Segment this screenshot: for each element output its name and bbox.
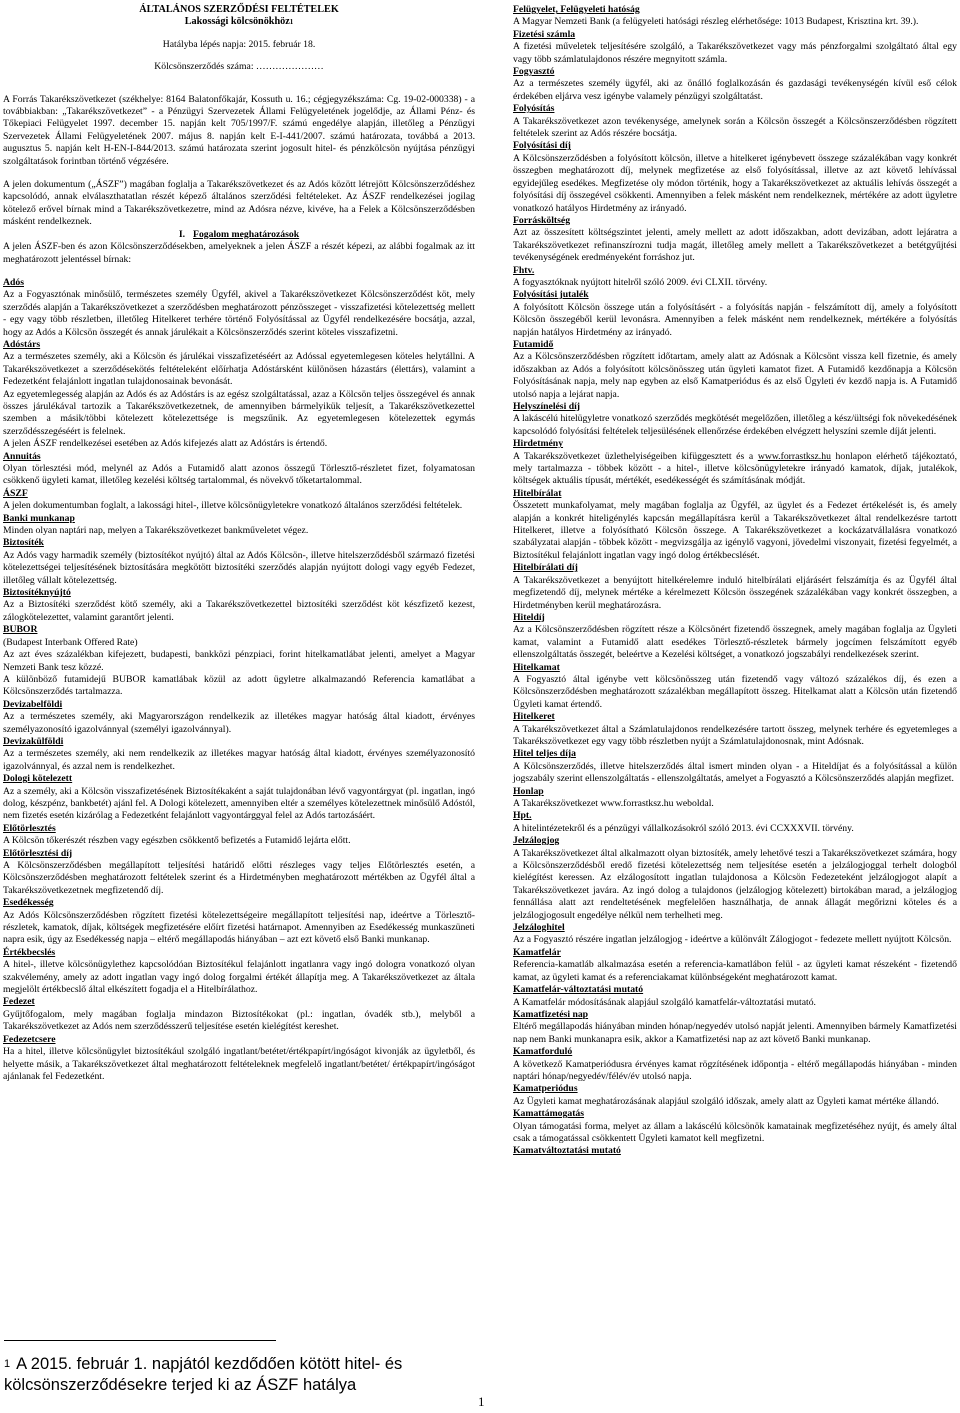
definition-text: Az egyetemlegesség alapján az Adós és az Adóstárs is az egész szolgáltatással, azaz a Kölcsön teljes összegével és annak összes járulékával tartozik a Takarékszövetkezetnek, de amennyiben bármelyikük teljesít, a Takarékszövetkezettel szemben a másik/többi kötelezett kötelezettsége is megszűnik. Az egyetemlegesen kötelezettek egymás szerződésszegéséért is felelnek. xyxy=(3,388,475,437)
definition-text: Az a személy, aki a Kölcsön visszafizetésének Biztosítékaként a saját tulajdonában lévő vagyontárgyat (pl. ingatlan, ingó dolog, készpénz, bankbetét) ajánl fel. A Dologi kötelezett, amennyiben eltér a személyes kötelezettnek minősülő Adóstól, nem fizetés esetén kizárólag a Fedezetként felajánlott vagyontárggyal felel az Adós tartozásáért. xyxy=(3,785,475,822)
definition-text: Az Adós Kölcsönszerződésben rögzített fizetési kötelezettségeire megállapított teljesítési nap, ideértve a Törlesztő-részletek, kamatok, díjak, költségek megfizetésére előírt fizetési határnapot. Amennyiben az Esedékesség munkaszüneti napra esik, úgy az Esedékesség napja – eltérő megállapodás hiányában – azt ezt követő első Banki munkanap. xyxy=(3,909,475,946)
definition-term: Fedezetcsere xyxy=(3,1033,56,1045)
definition-text: Az a természetes személy ügyfél, aki az önálló foglalkozásán és gazdasági tevékenységén kívül eső célok érdekében eljárva vesz igénybe valamely pénzügyi szolgáltatást. xyxy=(513,78,957,102)
definition-term: Hiteldíj xyxy=(513,611,545,623)
definition-text: Azt az összesített költségszintet jelenti, amely mellett az adott időszakban, adott devizában, adott lejáratra a Takarékszövetkezet refinanszírozni tudja magát, illetőleg amely mellett a Takarékszövetkezet a betétgyűjtési tevékenységének eredményeként forráshoz jut. xyxy=(513,227,957,264)
left-column xyxy=(3,4,475,1083)
definition-text: Az a természetes személy, aki nem rendelkezik az illetékes magyar hatóság által kiadott, érvényes személyazonosító igazolvánnyal, és azzal nem is rendelkezhet. xyxy=(3,748,475,772)
definition-text: Referencia-kamatláb alkalmazása esetén a referencia-kamatlábon felül - az ügyleti kamat részeként - fizetendő kamat, az ügyleti kamat és a referenciakamat különbségeként meghatározott kamat. xyxy=(513,959,957,983)
definition-text: Olyan törlesztési mód, melynél az Adós a Futamidő alatt azonos összegű Törlesztő-részletet fizet, folyamatosan csökkenő ügyleti kamat, illetőleg kezelési költség tartalommal, és növekvő tőketartalommal. xyxy=(3,463,475,487)
definition-text: Az a Kölcsönszerződésben rögzített időtartam, amely alatt az Adósnak a Kölcsönt vissza kell fizetnie, és amely időszakban az Adós a folyósított kölcsönösszeg után ügyleti kamatot fizet. A Futamidő kezdőnapja a Kölcsön Folyósításának napja, mely nap egyben az első Kamatperiódus és az első Ügyleti év kezdő napja is. A Futamidő utolsó napja a lejárat napja. xyxy=(513,351,957,400)
definition-item xyxy=(513,401,957,438)
definition-text: A Kölcsönszerződésben a folyósított kölcsön, illetve a hitelkeret igénybevett összege százalékában vagy konkrét összegben meghatározott díj, melynek megfizetése az első folyósítással, illetve az azt követő lehívással egyidejűleg esedékes. Megfizetése oly módon történik, hogy a Takarékszövetkezet az aktuális lehívás összegét a folyósítási díj összegével csökkenti. Amennyiben a felek másként nem rendelkeznek, mértékére az adott ügyletre vonatkozó hatályos Hirdetmény az irányadó. xyxy=(513,152,957,214)
right-column xyxy=(513,4,957,1158)
definition-item xyxy=(3,897,475,947)
definition-term: Kamatfizetési nap xyxy=(513,1008,589,1020)
definition-item xyxy=(3,624,475,698)
definition-term: Hitelkeret xyxy=(513,711,555,723)
definition-term: Fedezet xyxy=(3,996,35,1008)
definition-term: Dologi kötelezett xyxy=(3,773,73,785)
definition-item xyxy=(513,922,957,947)
definition-item xyxy=(513,810,957,835)
definition-text: A folyósított Kölcsön összege után a folyósításért - a folyósítás napján - felszámított díj, amely a folyósított Kölcsön összegéből kerül levonásra. Amennyiben a felek másként nem rendelkeznek, mértékére a folyósítás napján hatályos Hirdetmény az irányadó. xyxy=(513,301,957,338)
definition-item xyxy=(513,984,957,1009)
definition-term: Annuitás xyxy=(3,450,41,462)
footnote-divider xyxy=(4,1340,276,1341)
definition-item xyxy=(3,339,475,451)
footnote-number: 1 xyxy=(4,1358,11,1370)
definition-item xyxy=(513,1046,957,1083)
definition-item xyxy=(513,562,957,612)
definition-text: A Kölcsönszerződésben megállapított teljesítési határidő előtti részleges vagy teljes Előtörlesztés esetén, a Kölcsönszerződésben meghatározott feltételek szerint és a Hirdetményben meghatározott mértékben az Ügyfél által a Takarékszövetkezetnek megfizetendő díj. xyxy=(3,860,475,896)
definition-item xyxy=(3,947,475,997)
definition-text: A lakáscélú hitelügyletre vonatkozó szerződés megkötését megelőzően, illetőleg a kész/ültségi fok növekedésének kapcsolódó folyósítási feltételek teljesülésének ellenőrzése érdekében elvégzett helyszíni szemle díját jelenti. xyxy=(513,413,957,437)
definition-item xyxy=(513,947,957,984)
footnote xyxy=(4,1354,474,1396)
definition-item xyxy=(513,786,957,811)
definition-item xyxy=(513,29,957,66)
definition-term: Jelzálogjog xyxy=(513,835,560,847)
definition-item xyxy=(513,265,957,290)
document-title: ÁLTALÁNOS SZERZŐDÉSI FELTÉTELEK xyxy=(139,4,339,15)
contract-number: Kölcsönszerződés száma: ………………… xyxy=(154,61,324,73)
definition-item xyxy=(513,438,957,488)
definition-text: Minden olyan naptári nap, melyen a Takarékszövetkezet bankműveletet végez. xyxy=(3,525,309,537)
definition-term: Kamatfelár-változtatási mutató xyxy=(513,984,644,996)
definition-item xyxy=(513,1083,957,1108)
definition-term: Hitelbírálati díj xyxy=(513,562,578,574)
definition-term: Hitelkamat xyxy=(513,661,560,673)
definition-text: Összetett munkafolyamat, mely magában foglalja az Ügyfél, az ügylet és a Fedezet értékelését is, és amely alapján a konkrét hiteligénylés kapcsán megállapításra kerül a Takarékszövetkezet által rendelkezésre tartott Hitelkeret, illetve a folyósítható Kölcsön összege. A Takarékszövetkezet a kockázatvállalásra vonatkozó szabályzatai alapján - többek között - megvizsgálja az igénylő vagyoni, jövedelmi viszonyait, fizetési fegyelmét, a Biztosítékul felajánlott ingatlan vagy ingó dolog értékbecslését. xyxy=(513,500,957,561)
definition-term: Adós xyxy=(3,276,24,288)
definition-term: Biztosítéknyújtó xyxy=(3,587,71,599)
definition-text: A jelen ÁSZF rendelkezései esetében az Adós kifejezés alatt az Adóstárs is értendő. xyxy=(3,438,328,450)
definition-text: A Fogyasztó által igénybe vett kölcsönösszeg után fizetendő vagy változó százalékos díj, és ezen a Kölcsönszerződésben meghatározott százalékban megállapított összeg. Hitelkamat alatt a Kölcsön után fizetendő Ügyleti kamat értendő. xyxy=(513,673,957,710)
definition-term: Devizakülföldi xyxy=(3,735,64,747)
definition-term: Folyósítás xyxy=(513,103,555,115)
definition-text: Az Adós vagy harmadik személy (biztosítékot nyújtó) által az Adós Kölcsön-, illetve hitelszerződésből származó fizetési kötelezettségei teljesítésének biztosítására megkötött biztosítéki szerződés alapján nyújtott dologi vagy egyéb Fedezet, illetőleg vállalt kötelezettség. xyxy=(3,549,475,586)
definition-text: Az a Kölcsönszerződésben rögzített része a Kölcsönért fizetendő összegnek, amely magában foglalja az Ügyleti kamat, valamint a Futamidő alatt esedékes Törlesztő-részletek bármely jogcímen felszámított egyéb ellenszolgáltatás összegét, beleértve a Kezelési költséget, a vonatkozó jogszabályi rendelkezések szerint. xyxy=(513,624,957,661)
definition-text: Az a Fogyasztónak minősülő, természetes személy Ügyfél, akivel a Takarékszövetkezet Kölcsönszerződést köt, mely szerződés alapján a Takarékszövetkezet a szerződésben meghatározott pénzösszeget - visszafizetési kötelezettség mellett - egy vagy több részletben, illetőleg Hitelkeret terhére történő Folyósítással az Ügyfél rendelkezésére bocsátja, azzal, hogy az Adós a Kölcsön összegét és annak járulékait a Kölcsönszerződés szerint köteles visszafizetni. xyxy=(3,289,475,338)
definition-term: Futamidő xyxy=(513,338,554,350)
definition-term: Előtörlesztési díj xyxy=(3,847,73,859)
definitions-list-left xyxy=(3,277,475,1083)
definition-item xyxy=(513,215,957,265)
definition-term: Hitel teljes díja xyxy=(513,748,576,760)
definition-item xyxy=(3,587,475,624)
definition-term: Jelzáloghitel xyxy=(513,922,565,934)
definition-item xyxy=(513,488,957,562)
definition-item xyxy=(513,711,957,748)
definition-term: Devizabelföldi xyxy=(3,698,63,710)
definition-term: Honlap xyxy=(513,785,544,797)
definition-text: A különböző futamidejű BUBOR kamatlábak közül az adott ügyletre alkalmazandó Referencia kamatlábat a Kölcsönszerződés tartalmazza. xyxy=(3,673,475,698)
definition-text: A hitel-, illetve kölcsönügylethez kapcsolódóan Biztosítékul felajánlott ingatlanra vagy ingó dologra vonatkozó olyan szakvélemény, amely az adott ingatlan vagy ingó dolog forgalmi értékét állapítja meg. A Takarékszövetkezet az általa megjelölt értékbecslő által elkészített fogadja el a Hitelbírálathoz. xyxy=(3,959,475,996)
definition-item xyxy=(3,848,475,898)
definition-item xyxy=(3,537,475,587)
definition-term: Folyósítási jutalék xyxy=(513,289,589,301)
definition-term: Kamatváltoztatási mutató xyxy=(513,1145,621,1157)
definition-item xyxy=(513,66,957,103)
definition-term: Hirdetmény xyxy=(513,438,564,450)
definition-text: Az a Fogyasztó részére ingatlan jelzálogjog - ideértve a különvált Zálogjogot - fedezete mellett nyújtott Kölcsön. xyxy=(513,934,952,946)
definition-item xyxy=(3,773,475,823)
definition-text: Olyan támogatási forma, melyet az állam a lakáscélú kölcsönök kamatainak megfizetéséhez nyújt, és amely által csak a támogatással csökkentett Ügyleti kamatot kell megfizetni. xyxy=(513,1120,957,1144)
section-title: Fogalom meghatározások xyxy=(193,228,300,240)
definition-text: Az a Biztosítéki szerződést kötő személy, aki a Takarékszövetkezettel biztosítéki szerződést köt készfizető kezest, zálogkötelezettet, valamint garantőrt jelenti. xyxy=(3,599,475,623)
definition-term: Forrásköltség xyxy=(513,214,571,226)
definition-item xyxy=(513,748,957,785)
footnote-ref: 1 xyxy=(289,18,294,27)
definition-term: Kamatfelár xyxy=(513,946,561,958)
definition-item xyxy=(513,1108,957,1145)
definition-item xyxy=(3,699,475,736)
definition-term: Biztosíték xyxy=(3,537,44,549)
definition-item xyxy=(513,1009,957,1046)
definition-text: Az Ügyleti kamat meghatározásának alapjául szolgáló időszak, amely alatt az Ügyleti kamat mértéke állandó. xyxy=(513,1095,939,1107)
definition-text: A Takarékszövetkezet által alkalmazott olyan biztosíték, amely lehetővé teszi a Takarékszövetkezet számára, hogy a Kölcsönszerződésből eredő fizetési kötelezettség nem teljesítése esetén a jelzálogjoggal terhelt dologból kielégítést keressen. Az elzálogosított ingatlan tulajdonosa a Kölcsön Fedezeteként jelzálogjogot alapít a Takarékszövetkezet javára. Az ingó dolog a tulajdonos (jelzálogjog kötelezett) birtokában marad, a jelzálogjog fennállása alatt azt rendeltetésének megfelelően használhatja, de annak állagát megőrizni köteles és a jelzálogjogosult engedélye nélkül nem terhelheti meg. xyxy=(513,847,957,921)
definition-term: Hpt. xyxy=(513,810,532,822)
definition-text: A Takarékszövetkezet a benyújtott hitelkérelemre induló hitelbírálati eljárásért felszámítja és az Ügyfél által megfizetendő díj, melynek mértéke a kérelmezett Kölcsön összegének százalékában vagy konkrét összegben, a Hirdetményben kerül meghatározásra. xyxy=(513,574,957,611)
effective-date: Hatályba lépés napja: 2015. február 18. xyxy=(162,38,316,50)
definition-text: A Takarékszövetkezet által a Számlatulajdonos rendelkezésére tartott összeg, melynek terhére és egyetemleges a Takarékszövetkezet egy vagy több részletben nyújt a Számlatulajdonosnak, mint Adósnak. xyxy=(513,723,957,747)
definition-text: Eltérő megállapodás hiányában minden hónap/negyedév utolsó napját jelenti. Amennyiben bármely Kamatfizetési nap nem Banki munkanapra esik, akkor a Kamatfizetési nap az azt követő Banki munkanap. xyxy=(513,1021,957,1045)
definition-text: Gyűjtőfogalom, mely magában foglalja mindazon Biztosítékokat (pl.: ingatlan, óvadék stb.), melyből a Takarékszövetkezet az Adós nem szerződésszerű teljesítése esetén kielégítést kereshet. xyxy=(3,1008,475,1033)
definition-text: A Magyar Nemzeti Bank (a felügyeleti hatósági részleg elérhetősége: 1013 Budapest, Krisztina krt. 39.). xyxy=(513,16,919,28)
definition-item xyxy=(513,103,957,140)
definition-term: Fhtv. xyxy=(513,264,535,276)
definition-text: A Kölcsönszerződés, illetve hitelszerződés által ismert minden olyan - a Hiteldíjat és a folyósítással a külön jogszabály szerint ellenszolgáltatás - ellenszolgáltatás, amelyet a Fogyasztó a Kölcsönszerződés alapján megfizet. xyxy=(513,760,957,785)
definition-item xyxy=(3,488,475,513)
footnote-text: A 2015. február 1. napjától kezdődően kötött hitel- és kölcsönszerződésekre terjed ki az ÁSZF hatálya xyxy=(4,1355,403,1394)
definition-term: Kamattámogatás xyxy=(513,1108,585,1120)
definition-text: A jelen dokumentumban foglalt, a lakossági hitel-, illetve kölcsönügyletekre vonatkozó általános szerződési feltételek. xyxy=(3,500,463,512)
definition-item xyxy=(3,1034,475,1084)
intro-paragraph: A Forrás Takarékszövetkezet (székhelye: 8164 Balatonfőkajár, Kossuth u. 16.; cégjegyzékszáma: Cg. 19-02-000338) - a továbbiakban: „Takarékszövetkezet” - a Pénzügyi Szervezetek Állami Felügyeletének jogelődje, az Állami Pénz- és Tőkepiaci Felügyelet 1997. december 15. napján kelt 705/1997/F. számú engedélye alapján, illetőleg a Pénzügyi Szervezetek Állami Felügyeletének 2007. május 8. napján kelt E-I-441/2007. számú határozata, továbbá a 2013. augusztus 5. napján kelt H-EN-I-844/2013. számú határozata szerint jogosult hitel- és pénzkölcsön nyújtása pénzügyi szolgáltatások forintban történő végzésére. xyxy=(3,93,475,167)
definition-text: (Budapest Interbank Offered Rate) xyxy=(3,636,138,648)
definition-term: Fogyasztó xyxy=(513,66,555,78)
definition-item xyxy=(513,339,957,401)
definition-item xyxy=(513,140,957,214)
definition-text: A Takarékszövetkezet azon tevékenysége, amelynek során a Kölcsön összegét a Kölcsönszerződésben rögzített feltételek szerint az Adós részére bocsátja. xyxy=(513,115,957,140)
definition-term: Hitelbírálat xyxy=(513,487,562,499)
section-number: I. xyxy=(178,228,186,240)
definition-item xyxy=(3,736,475,773)
definition-text: A hitelintézetekről és a pénzügyi vállalkozásokról szóló 2013. évi CCXXXVII. törvény. xyxy=(513,822,854,834)
definition-item xyxy=(513,1145,957,1157)
definition-term: Értékbecslés xyxy=(3,946,56,958)
definition-text: Az azt éves százalékban kifejezett, budapesti, bankközi pénzpiaci, forint hitelkamatlábat jelenti, amelyet a Magyar Nemzeti Bank tesz közzé. xyxy=(3,649,475,673)
definition-term: Esedékesség xyxy=(3,897,54,909)
definition-term: Előtörlesztés xyxy=(3,822,56,834)
definition-text: A fizetési műveletek teljesítésére szolgáló, a Takarékszövetkezet vagy más pénzforgalmi szolgáltató által egy vagy több számlatulajdonos részére megnyitott számla. xyxy=(513,41,957,65)
definition-text: A Takarékszövetkezet üzlethelyiségeiben kifüggesztett és a www.forrastksz.hu honlapon elérhető tájékoztató, mely tartalmazza - többek között - a hitel-, illetve kölcsönügyletekre irányadó kamatok, díjak, jutalékok, költségek aktuális típusát, mértékét, esedékességét és számításának módját. xyxy=(513,450,957,487)
intro-paragraph: A jelen dokumentum („ÁSZF”) magában foglalja a Takarékszövetkezet és az Adós között létrejött Kölcsönszerződéshez kapcsolódó, annak elválaszthatatlan részét képező általános szerződési feltételeket. Az ÁSZF rendelkezései jogilag kötelező erővel bírnak mind a Takarékszövetkezetre, mind az Adósra nézve, kivéve, ha a Felek a Kölcsönszerződésben másként rendelkeznek. xyxy=(3,179,475,228)
document-subtitle: Lakossági kölcsönökhöz$^1$ xyxy=(184,16,294,28)
definition-item xyxy=(513,835,957,922)
definition-term: Fizetési számla xyxy=(513,28,576,40)
definition-text: A fogyasztóknak nyújtott hitelről szóló 2009. évi CLXII. törvény. xyxy=(513,276,768,288)
section-intro: A jelen ÁSZF-ben és azon Kölcsönszerződésekben, amelyeknek a jelen ÁSZF a részét képezi, az alábbi fogalmak az itt meghatározott jelentéssel bírnak: xyxy=(3,241,475,265)
definition-text: A következő Kamatperiódusra érvényes kamat rögzítésének időpontja - eltérő megállapodás hiányában - minden naptári hónap/negyedév/félév/év utolsó napja. xyxy=(513,1058,957,1082)
definition-term: BUBOR xyxy=(3,624,38,636)
definition-item xyxy=(513,4,957,29)
definition-item xyxy=(3,451,475,488)
definition-term: Folyósítási díj xyxy=(513,140,571,152)
definition-item xyxy=(3,996,475,1033)
definition-text: Ha a hitel, illetve kölcsönügylet biztosítékául szolgáló ingatlant/betétet/értékpapírt/ingóságot kivonják az ügyletből, és helyette másik, a Takarékszövetkezet által meghatározott feltételeknek megfelelő ingatlant/betétet/ értékpapírt/ingóságot ajánlanak fel Fedezetként. xyxy=(3,1046,475,1082)
definition-text: A Kölcsön tőkerészét részben vagy egészben csökkentő befizetés a Futamidő lejárta előtt. xyxy=(3,835,351,847)
definition-item xyxy=(513,662,957,712)
definition-text: A Kamatfelár módosításának alapjául szolgáló kamatfelár-változtatási mutató. xyxy=(513,996,816,1008)
definition-term: ÁSZF xyxy=(3,487,28,499)
definition-term: Adóstárs xyxy=(3,338,41,350)
definition-term: Kamatforduló xyxy=(513,1046,573,1058)
page-number: 1 xyxy=(478,1394,485,1409)
definition-item xyxy=(513,289,957,339)
definition-term: Felügyelet, Felügyeleti hatóság xyxy=(513,4,640,15)
section-heading xyxy=(3,229,475,241)
definition-item xyxy=(3,513,475,538)
definition-term: Kamatperiódus xyxy=(513,1083,578,1095)
definition-text: A Takarékszövetkezet www.forrastksz.hu weboldal. xyxy=(513,798,714,809)
definition-term: Helyszínelési díj xyxy=(513,401,580,412)
website-link[interactable]: www.forrastksz.hu xyxy=(757,450,831,462)
definition-item xyxy=(513,612,957,662)
definition-item xyxy=(3,277,475,339)
definition-text: Az a természetes személy, aki Magyarországon rendelkezik az illetékes magyar hatóság által kiadott, érvényes személyazonosító igazolvánnyal (személyi igazolvánnyal). xyxy=(3,711,475,735)
definitions-list-right xyxy=(513,4,957,1158)
definition-item xyxy=(3,823,475,848)
definition-text: Az a természetes személy, aki a Kölcsön és járulékai visszafizetéséért az Adóssal egyetemlegesen köteles helytállni. A Takarékszövetkezet a szerződésekötés feltételeként előírhatja Adóstársként különösen házastárs (élettárs), valamint a Fedezetként felajánlott ingatlan tulajdonosainak bevonását. xyxy=(3,351,475,388)
definition-term: Banki munkanap xyxy=(3,512,75,524)
